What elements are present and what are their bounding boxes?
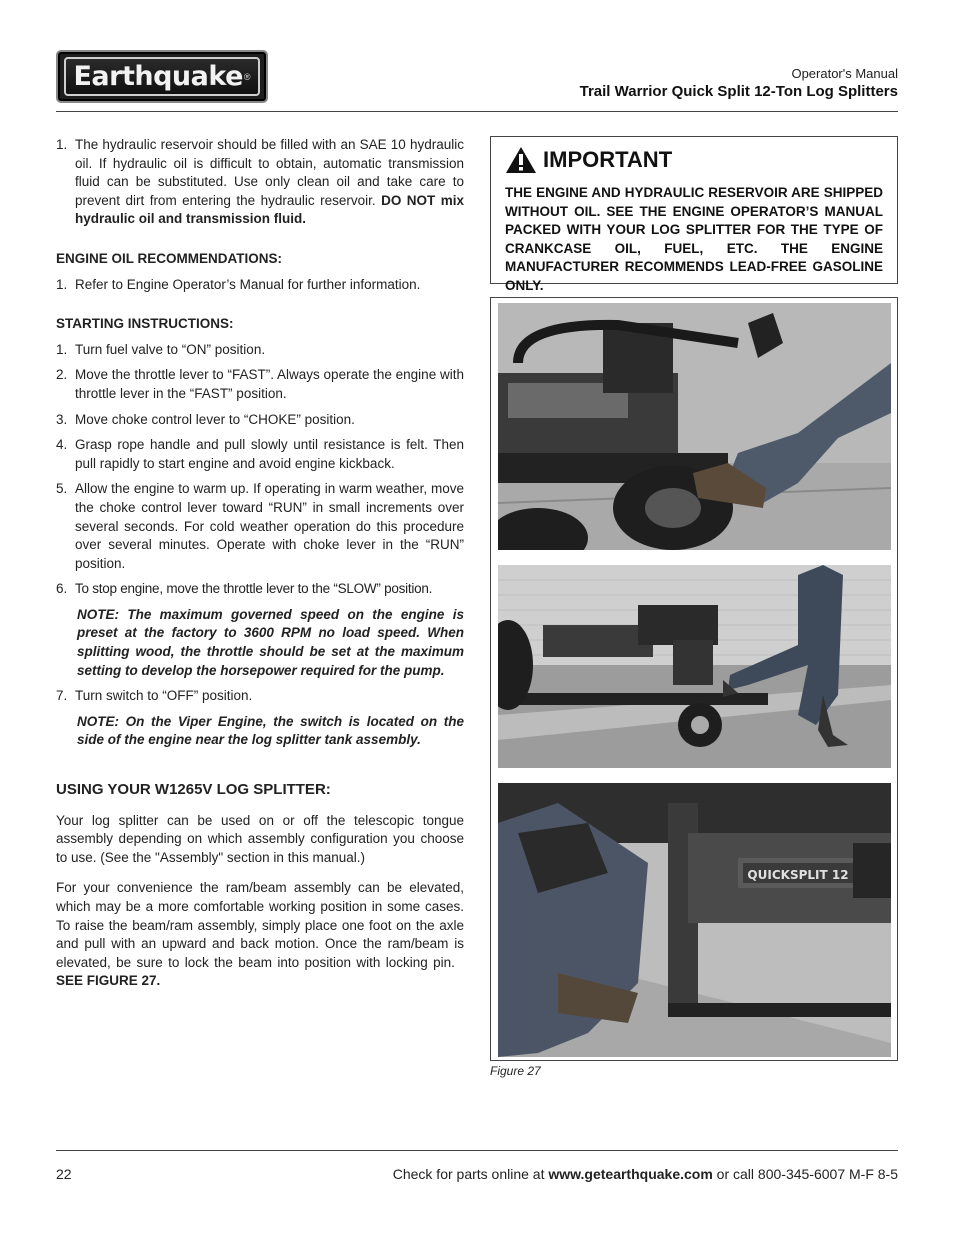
registered-mark: ® <box>243 71 251 82</box>
list-number: 1. <box>56 137 68 152</box>
list-number: 7. <box>56 688 68 704</box>
step-text: Move the throttle lever to “FAST”. Always operate the engine with throttle lever in the “FAST” position. <box>75 367 464 401</box>
step-text: Turn fuel valve to “ON” position. <box>75 341 266 357</box>
engine-oil-item <box>56 276 464 295</box>
hydraulic-item <box>56 136 464 229</box>
starting-heading: STARTING INSTRUCTIONS: <box>56 316 234 332</box>
engine-oil-heading: ENGINE OIL RECOMMENDATIONS: <box>56 250 283 266</box>
viper-engine-note: NOTE: On the Viper Engine, the switch is located on the side of the engine near the log splitter tank assembly. <box>77 713 464 748</box>
list-item <box>56 687 464 706</box>
using-paragraph-1: Your log splitter can be used on or off the telescopic tongue assembly depending on which assembly configuration you choose to use. (See the "Assembly" section in this manual.) <box>56 812 464 865</box>
photo-locking-pin <box>498 783 891 1057</box>
logo-text: Earthquake <box>73 61 243 92</box>
header-divider <box>56 111 898 112</box>
list-number: 1. <box>56 276 68 292</box>
list-number: 2. <box>56 367 68 383</box>
list-number: 5. <box>56 481 68 497</box>
product-title: Trail Warrior Quick Split 12-Ton Log Splitters <box>579 83 898 100</box>
list-item <box>56 341 464 360</box>
hydraulic-text: The hydraulic reservoir should be filled with an SAE 10 hydraulic oil. If hydraulic oil is difficult to obtain, automatic transmission fluid can be substituted. Use only clean oil and take care to prevent dirt from entering the hydraulic reservoir. <box>75 137 464 208</box>
warning-triangle-icon <box>505 146 537 174</box>
governed-speed-note: NOTE: The maximum governed speed on the engine is preset at the factory to 3600 RPM no load speed. When splitting wood, the throttle should be set at the maximum setting to develop the horsepower required for the pump. <box>77 606 464 678</box>
list-number: 4. <box>56 437 68 453</box>
step-text: Allow the engine to warm up. If operating in warm weather, move the choke control lever toward “RUN” in small increments over several seconds. For cold weather operation do this procedure over several minutes. Operate with choke lever in the “RUN” position. <box>75 481 464 571</box>
website-link[interactable]: www.getearthquake.com <box>548 1166 713 1182</box>
list-item <box>56 411 464 430</box>
photo-raising-beam <box>498 565 891 768</box>
important-notice <box>490 136 898 293</box>
step-text: Grasp rope handle and pull slowly until resistance is felt. Then pull rapidly to start engine and avoid engine kickback. <box>75 437 464 471</box>
important-title: IMPORTANT <box>543 147 673 172</box>
footer-phone: or call 800-345-6007 M-F 8-5 <box>712 1166 898 1182</box>
step-text: Turn switch to “OFF” position. <box>75 688 253 704</box>
photo-foot-on-axle <box>498 303 891 550</box>
hydraulic-warning: DO NOT mix hydraulic oil and transmission fluid. <box>75 192 464 227</box>
important-body: THE ENGINE AND HYDRAULIC RESERVOIR ARE SHIPPED WITHOUT OIL. SEE THE ENGINE OPERATOR’S MANUAL PACKED WITH YOUR LOG SPLITTER FOR THE TYPE OF CRANKCASE OIL, FUEL, ETC. THE ENGINE MANUFACTURER RECOMMENDS LEAD-FREE GASOLINE ONLY. <box>505 185 883 293</box>
list-number: 6. <box>56 581 68 597</box>
left-column <box>56 136 464 1003</box>
figure-caption: Figure 27 <box>490 1064 541 1078</box>
page-number: 22 <box>56 1166 72 1182</box>
list-item <box>56 580 464 599</box>
list-item <box>56 436 464 473</box>
earthquake-logo <box>56 50 268 103</box>
footer-prefix: Check for parts online at <box>392 1166 549 1182</box>
list-number: 3. <box>56 411 68 427</box>
step-text: To stop engine, move the throttle lever to the “SLOW” position. <box>75 581 433 597</box>
using-heading: USING YOUR W1265V LOG SPLITTER: <box>56 781 331 799</box>
list-item <box>56 480 464 573</box>
list-number: 1. <box>56 341 68 357</box>
step-text: Move choke control lever to “CHOKE” position. <box>75 411 355 427</box>
beam-label: QUICKSPLIT 12 <box>747 868 849 882</box>
footer-parts-info <box>393 1166 898 1182</box>
figure-reference: SEE FIGURE 27. <box>56 973 161 989</box>
manual-label: Operator's Manual <box>791 66 898 81</box>
engine-oil-text: Refer to Engine Operator’s Manual for further information. <box>75 276 421 292</box>
list-item <box>56 366 464 403</box>
page-header <box>56 48 898 114</box>
figure-27 <box>490 297 898 1061</box>
using-paragraph-2 <box>56 879 464 991</box>
footer-divider <box>56 1150 898 1151</box>
using-paragraph-2-text: For your convenience the ram/beam assembly can be elevated, which may be a more comfortable working position in some cases. To raise the beam/ram assembly, simply place one foot on the axle and pull with an upward and back motion. Once the ram/beam is elevated, be sure to lock the beam into position with locking pin. <box>56 880 464 970</box>
